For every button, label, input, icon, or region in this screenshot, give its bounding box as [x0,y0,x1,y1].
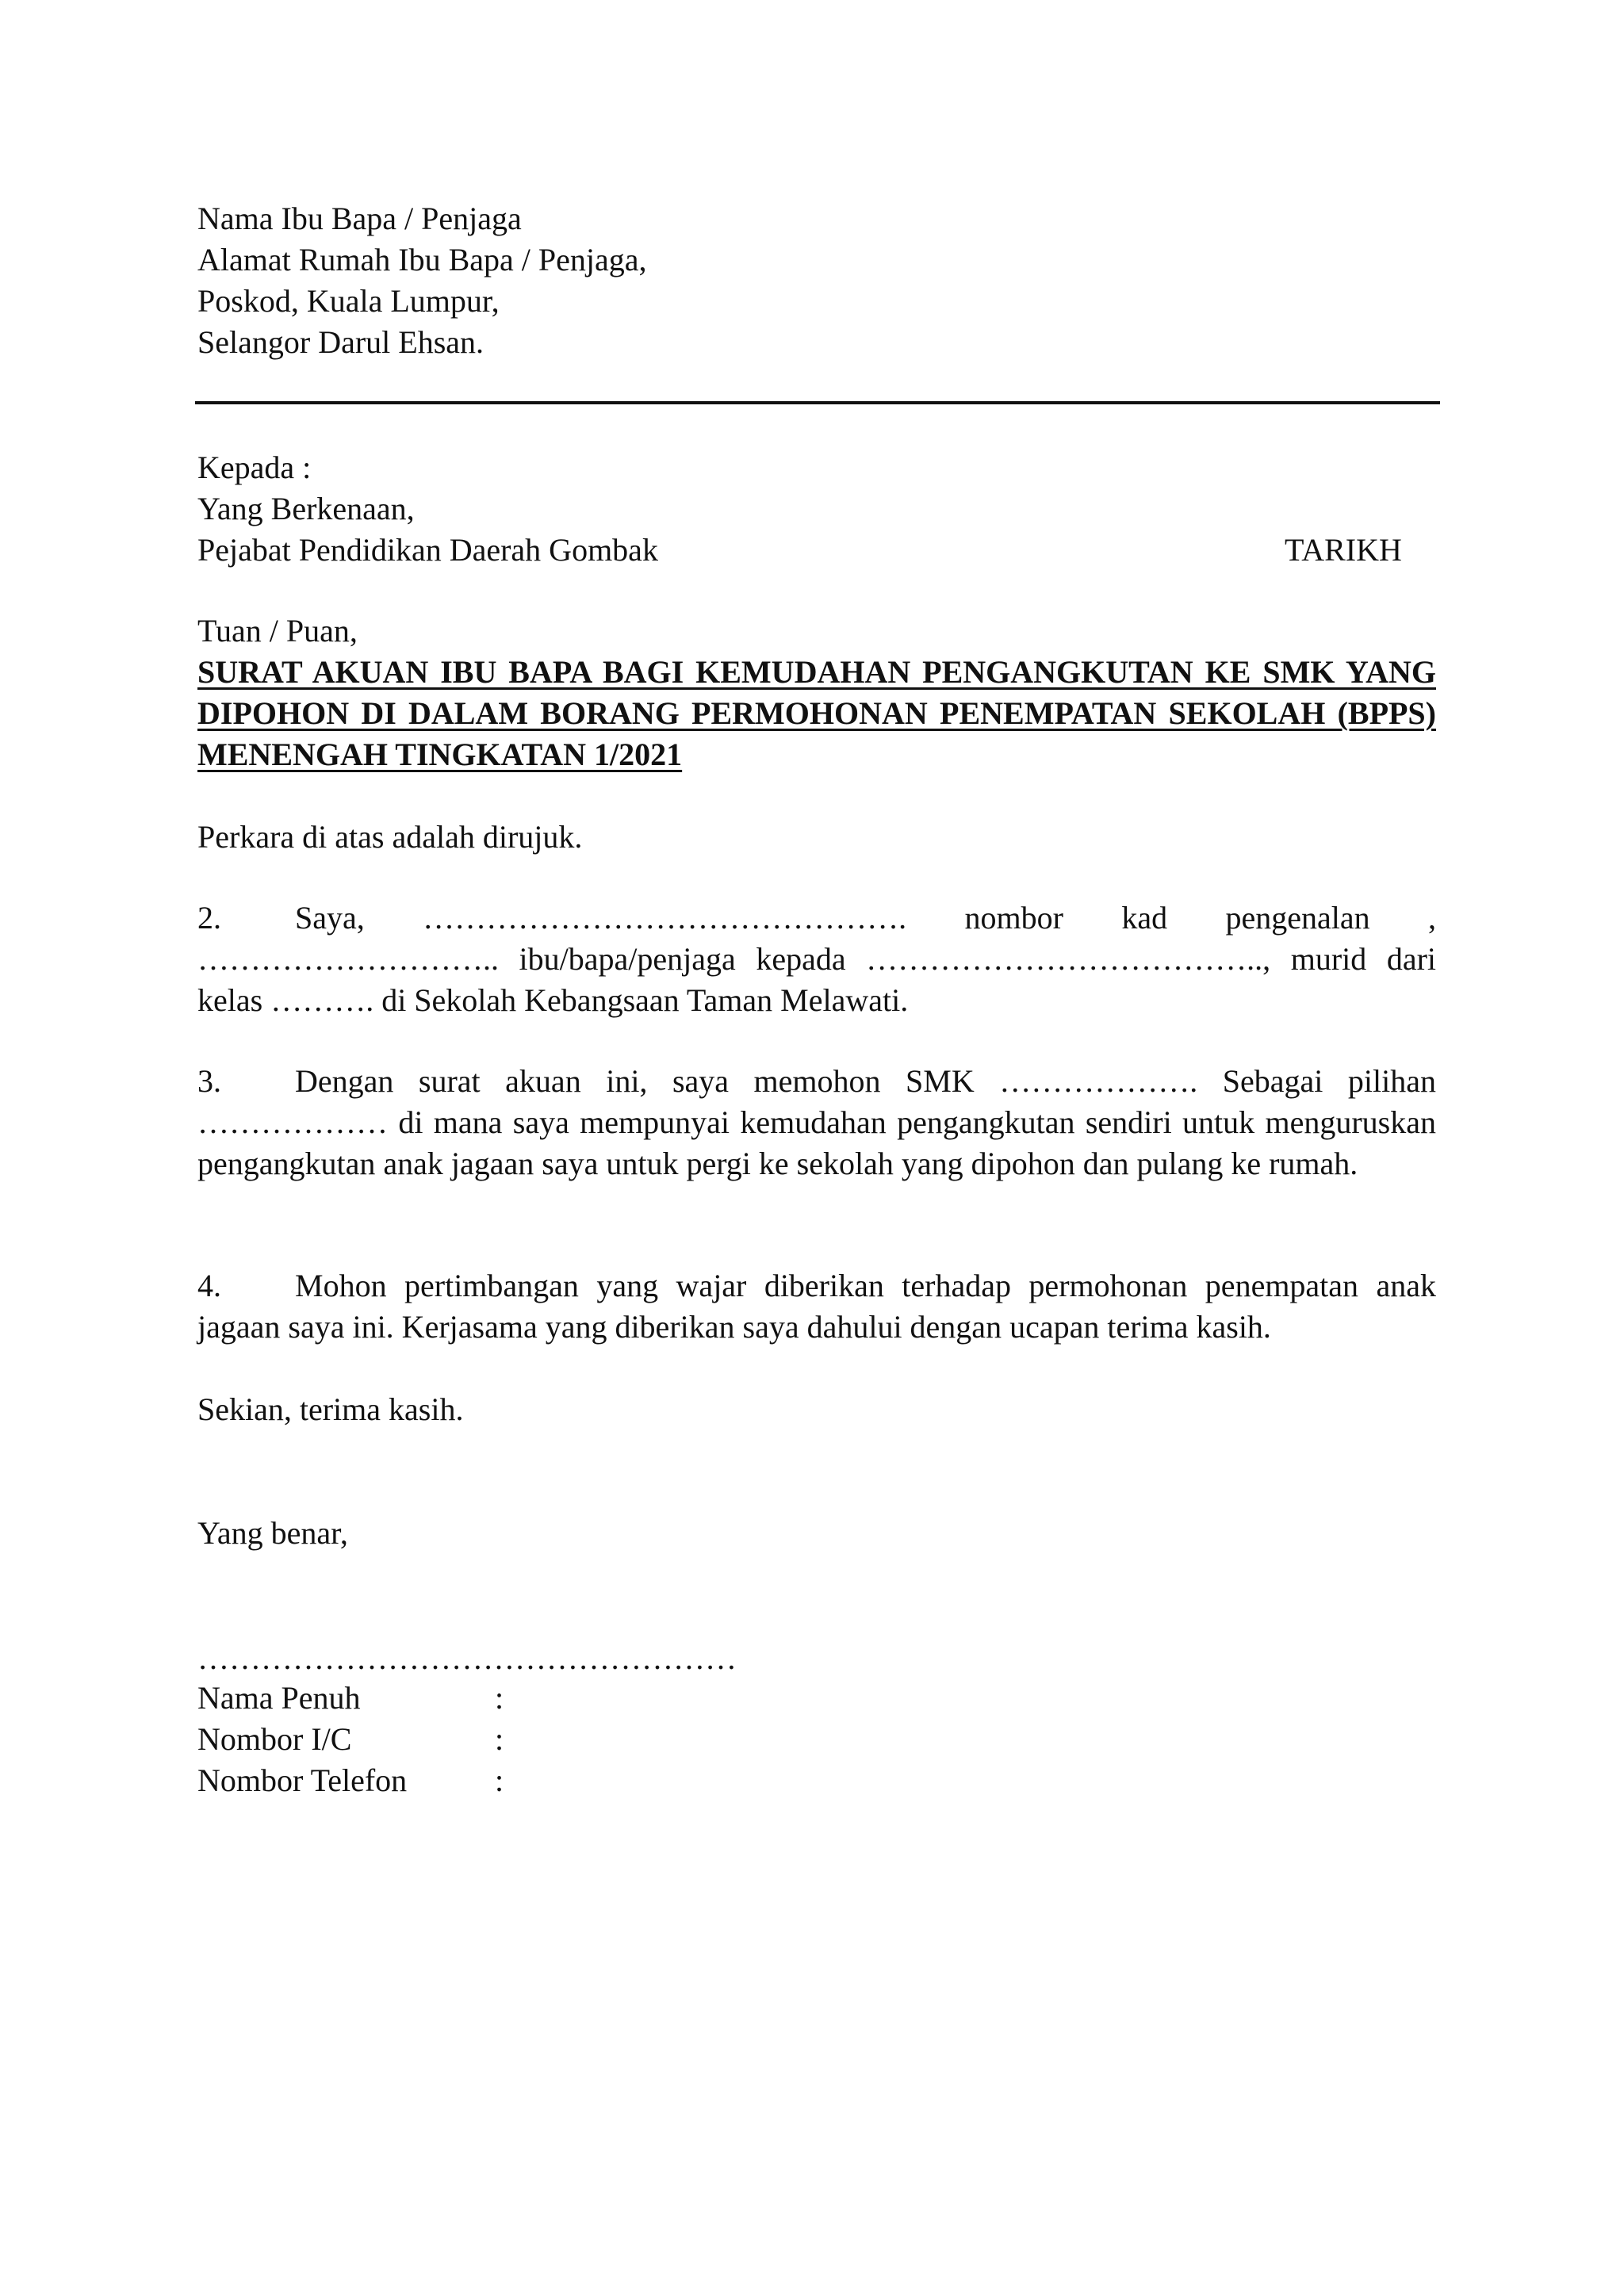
field-separator: : [495,1762,504,1798]
recipient-greeting: Yang Berkenaan, [197,491,415,526]
paragraph-3 [197,1061,1436,1184]
paragraph-text: Dengan surat akuan ini, saya memohon SMK ………………. Sebagai pilihan ……………… di mana saya mempunyai kemudahan pengangkutan sendiri untuk menguruskan pengangkutan anak jagaan saya untuk pergi ke sekolah yang dipohon dan pulang ke rumah. [197,1063,1436,1181]
signature-field-ic [197,1719,504,1760]
paragraph-text: Mohon pertimbangan yang wajar diberikan terhadap permohonan penempatan anak jagaan saya ini. Kerjasama yang diberikan saya dahului dengan ucapan terima kasih. [197,1268,1436,1345]
field-separator: : [495,1721,504,1757]
signature-field-phone [197,1760,504,1801]
paragraph-number: 4. [197,1268,221,1303]
paragraph-number: 3. [197,1063,221,1099]
field-label: Nama Penuh [197,1680,361,1716]
sender-name: Nama Ibu Bapa / Penjaga [197,201,522,236]
header-divider [195,401,1440,404]
signature-line: …………………………………………… [197,1640,737,1676]
recipient-to: Kepada : [197,450,312,485]
paragraph-4 [197,1265,1436,1348]
signoff-text: Yang benar, [197,1515,348,1551]
field-separator: : [495,1680,504,1716]
sender-state: Selangor Darul Ehsan. [197,324,485,360]
field-label: Nombor Telefon [197,1762,408,1798]
signature-field-name [197,1678,504,1719]
paragraph-number: 2. [197,900,221,936]
sender-postcode: Poskod, Kuala Lumpur, [197,283,500,319]
closing-text: Sekian, terima kasih. [197,1391,464,1427]
paragraph-text: Saya, ………………………………………. nombor kad pengenalan , ……………………….. ibu/bapa/penjaga kepada ……………………………….., murid dari kelas ………. di Sekolah Kebangsaan Taman Melawati. [197,900,1436,1018]
letter-subject: SURAT AKUAN IBU BAPA BAGI KEMUDAHAN PENGANGKUTAN KE SMK YANG DIPOHON DI DALAM BORANG PERMOHONAN PENEMPATAN SEKOLAH (BPPS) MENENGAH TINGKATAN 1/2021 [197,654,1436,772]
recipient-office: Pejabat Pendidikan Daerah Gombak [197,532,658,568]
field-label: Nombor I/C [197,1721,352,1757]
paragraph-2 [197,897,1436,1021]
sender-address: Alamat Rumah Ibu Bapa / Penjaga, [197,242,647,277]
intro-text: Perkara di atas adalah dirujuk. [197,819,583,855]
date-label: TARIKH [1285,532,1402,568]
salutation: Tuan / Puan, [197,613,358,649]
